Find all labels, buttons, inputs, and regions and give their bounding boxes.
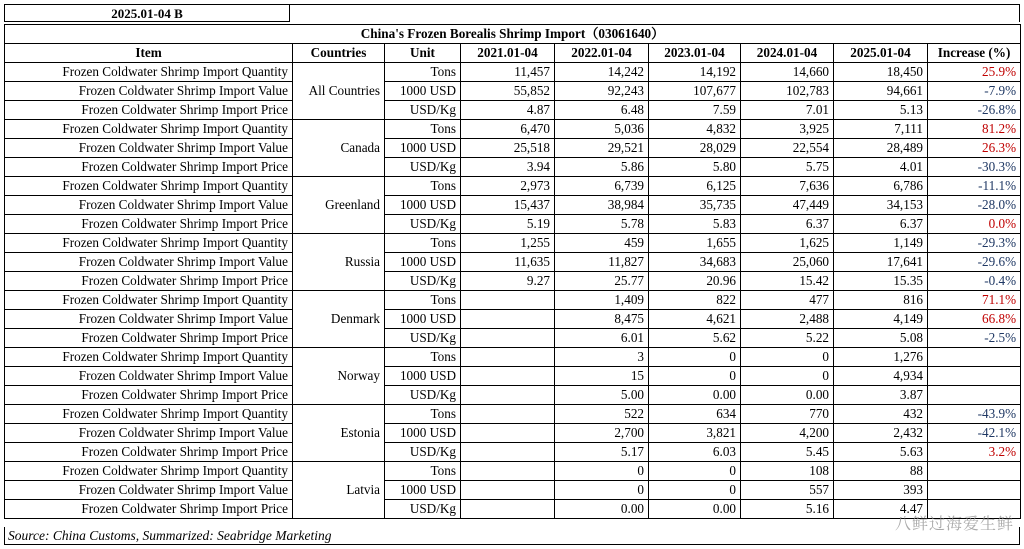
table-row	[5, 462, 1021, 481]
value-cell: 5.75	[741, 158, 834, 177]
value-cell: 6.03	[649, 443, 741, 462]
value-cell: 3,925	[741, 120, 834, 139]
increase-cell: 26.3%	[928, 139, 1021, 158]
value-cell: 38,984	[555, 196, 649, 215]
value-cell: 1,149	[834, 234, 928, 253]
value-cell: 5.63	[834, 443, 928, 462]
unit-label: 1000 USD	[385, 310, 461, 329]
value-cell	[461, 424, 555, 443]
table-row	[5, 405, 1021, 424]
increase-cell	[928, 462, 1021, 481]
value-cell: 11,827	[555, 253, 649, 272]
country-label: Latvia	[293, 462, 385, 519]
unit-label: 1000 USD	[385, 424, 461, 443]
value-cell: 770	[741, 405, 834, 424]
value-cell	[461, 462, 555, 481]
value-cell: 4,934	[834, 367, 928, 386]
value-cell: 14,660	[741, 63, 834, 82]
value-cell	[461, 367, 555, 386]
increase-cell: 71.1%	[928, 291, 1021, 310]
item-label: Frozen Coldwater Shrimp Import Quantity	[5, 462, 293, 481]
value-cell: 5.19	[461, 215, 555, 234]
date-tag: 2025.01-04 B	[4, 4, 290, 22]
value-cell: 8,475	[555, 310, 649, 329]
watermark: 八鲜过海爱生鲜	[894, 514, 1014, 533]
value-cell: 14,192	[649, 63, 741, 82]
unit-label: 1000 USD	[385, 82, 461, 101]
value-cell: 477	[741, 291, 834, 310]
value-cell: 5,036	[555, 120, 649, 139]
table-row	[5, 272, 1021, 291]
value-cell: 6.37	[741, 215, 834, 234]
item-label: Frozen Coldwater Shrimp Import Price	[5, 272, 293, 291]
header-spacer	[290, 4, 1020, 22]
table-title: China's Frozen Borealis Shrimp Import（03061640）	[5, 25, 1021, 44]
table-row	[5, 386, 1021, 405]
value-cell: 7.59	[649, 101, 741, 120]
unit-label: USD/Kg	[385, 329, 461, 348]
table-row	[5, 424, 1021, 443]
value-cell: 6,470	[461, 120, 555, 139]
value-cell: 1,625	[741, 234, 834, 253]
unit-label: USD/Kg	[385, 215, 461, 234]
country-label: Norway	[293, 348, 385, 405]
value-cell: 6,739	[555, 177, 649, 196]
value-cell: 25.77	[555, 272, 649, 291]
value-cell	[461, 291, 555, 310]
unit-label: USD/Kg	[385, 158, 461, 177]
value-cell: 5.83	[649, 215, 741, 234]
value-cell: 11,457	[461, 63, 555, 82]
item-label: Frozen Coldwater Shrimp Import Value	[5, 139, 293, 158]
value-cell: 3,821	[649, 424, 741, 443]
value-cell: 5.00	[555, 386, 649, 405]
value-cell: 18,450	[834, 63, 928, 82]
increase-cell: -30.3%	[928, 158, 1021, 177]
table-row	[5, 310, 1021, 329]
value-cell: 15,437	[461, 196, 555, 215]
item-label: Frozen Coldwater Shrimp Import Value	[5, 82, 293, 101]
item-label: Frozen Coldwater Shrimp Import Quantity	[5, 63, 293, 82]
item-label: Frozen Coldwater Shrimp Import Quantity	[5, 405, 293, 424]
value-cell: 1,655	[649, 234, 741, 253]
value-cell: 14,242	[555, 63, 649, 82]
value-cell: 11,635	[461, 253, 555, 272]
value-cell: 25,518	[461, 139, 555, 158]
col-header-2022: 2022.01-04	[555, 44, 649, 63]
increase-cell: -2.5%	[928, 329, 1021, 348]
value-cell: 92,243	[555, 82, 649, 101]
increase-cell: 66.8%	[928, 310, 1021, 329]
unit-label: USD/Kg	[385, 443, 461, 462]
item-label: Frozen Coldwater Shrimp Import Quantity	[5, 348, 293, 367]
value-cell: 5.08	[834, 329, 928, 348]
table-row	[5, 158, 1021, 177]
value-cell: 2,432	[834, 424, 928, 443]
item-label: Frozen Coldwater Shrimp Import Price	[5, 215, 293, 234]
value-cell	[461, 348, 555, 367]
value-cell	[461, 443, 555, 462]
value-cell: 2,973	[461, 177, 555, 196]
value-cell: 3	[555, 348, 649, 367]
source-note: Source: China Customs, Summarized: Seabridge Marketing	[4, 527, 1020, 545]
increase-cell	[928, 481, 1021, 500]
value-cell: 28,029	[649, 139, 741, 158]
unit-label: Tons	[385, 234, 461, 253]
value-cell: 3.94	[461, 158, 555, 177]
item-label: Frozen Coldwater Shrimp Import Value	[5, 424, 293, 443]
value-cell: 88	[834, 462, 928, 481]
table-body	[5, 63, 1021, 519]
increase-cell	[928, 367, 1021, 386]
unit-label: Tons	[385, 462, 461, 481]
value-cell	[461, 386, 555, 405]
item-label: Frozen Coldwater Shrimp Import Value	[5, 367, 293, 386]
value-cell: 6.01	[555, 329, 649, 348]
value-cell: 0	[555, 481, 649, 500]
value-cell: 47,449	[741, 196, 834, 215]
value-cell: 6.48	[555, 101, 649, 120]
value-cell	[461, 405, 555, 424]
unit-label: USD/Kg	[385, 272, 461, 291]
unit-label: Tons	[385, 63, 461, 82]
value-cell: 15.35	[834, 272, 928, 291]
col-header-2021: 2021.01-04	[461, 44, 555, 63]
item-label: Frozen Coldwater Shrimp Import Price	[5, 443, 293, 462]
value-cell: 7,111	[834, 120, 928, 139]
value-cell: 34,153	[834, 196, 928, 215]
table-row	[5, 63, 1021, 82]
value-cell: 0	[741, 348, 834, 367]
item-label: Frozen Coldwater Shrimp Import Value	[5, 481, 293, 500]
table-row	[5, 177, 1021, 196]
item-label: Frozen Coldwater Shrimp Import Price	[5, 386, 293, 405]
table-row	[5, 101, 1021, 120]
increase-cell: -43.9%	[928, 405, 1021, 424]
increase-cell: 25.9%	[928, 63, 1021, 82]
value-cell: 4,200	[741, 424, 834, 443]
table-row	[5, 234, 1021, 253]
value-cell: 5.13	[834, 101, 928, 120]
value-cell: 816	[834, 291, 928, 310]
value-cell: 5.62	[649, 329, 741, 348]
value-cell: 4,621	[649, 310, 741, 329]
value-cell: 29,521	[555, 139, 649, 158]
item-label: Frozen Coldwater Shrimp Import Quantity	[5, 120, 293, 139]
value-cell: 28,489	[834, 139, 928, 158]
value-cell: 4.87	[461, 101, 555, 120]
value-cell: 0.00	[649, 500, 741, 519]
unit-label: 1000 USD	[385, 253, 461, 272]
value-cell: 0	[649, 348, 741, 367]
value-cell	[461, 329, 555, 348]
increase-cell: -7.9%	[928, 82, 1021, 101]
unit-label: Tons	[385, 177, 461, 196]
value-cell: 15	[555, 367, 649, 386]
unit-label: Tons	[385, 405, 461, 424]
value-cell: 9.27	[461, 272, 555, 291]
table-row	[5, 215, 1021, 234]
unit-label: 1000 USD	[385, 139, 461, 158]
value-cell: 1,255	[461, 234, 555, 253]
table-row	[5, 367, 1021, 386]
country-label: Russia	[293, 234, 385, 291]
value-cell: 5.78	[555, 215, 649, 234]
item-label: Frozen Coldwater Shrimp Import Quantity	[5, 234, 293, 253]
increase-cell: -28.0%	[928, 196, 1021, 215]
value-cell: 0	[555, 462, 649, 481]
increase-cell: -11.1%	[928, 177, 1021, 196]
value-cell: 5.86	[555, 158, 649, 177]
value-cell: 4.01	[834, 158, 928, 177]
value-cell	[461, 481, 555, 500]
value-cell: 5.16	[741, 500, 834, 519]
value-cell: 6,786	[834, 177, 928, 196]
country-label: Greenland	[293, 177, 385, 234]
value-cell: 0.00	[741, 386, 834, 405]
value-cell: 22,554	[741, 139, 834, 158]
unit-label: USD/Kg	[385, 386, 461, 405]
value-cell: 634	[649, 405, 741, 424]
value-cell: 5.80	[649, 158, 741, 177]
item-label: Frozen Coldwater Shrimp Import Value	[5, 253, 293, 272]
col-header-unit: Unit	[385, 44, 461, 63]
value-cell	[461, 310, 555, 329]
table-row	[5, 481, 1021, 500]
unit-label: USD/Kg	[385, 500, 461, 519]
country-label: All Countries	[293, 63, 385, 120]
value-cell: 4,149	[834, 310, 928, 329]
value-cell: 5.22	[741, 329, 834, 348]
item-label: Frozen Coldwater Shrimp Import Value	[5, 196, 293, 215]
value-cell: 94,661	[834, 82, 928, 101]
unit-label: 1000 USD	[385, 481, 461, 500]
value-cell: 5.45	[741, 443, 834, 462]
value-cell: 0	[649, 462, 741, 481]
value-cell: 393	[834, 481, 928, 500]
value-cell: 102,783	[741, 82, 834, 101]
value-cell: 1,276	[834, 348, 928, 367]
unit-label: Tons	[385, 120, 461, 139]
item-label: Frozen Coldwater Shrimp Import Quantity	[5, 291, 293, 310]
value-cell: 17,641	[834, 253, 928, 272]
increase-cell	[928, 348, 1021, 367]
increase-cell: 81.2%	[928, 120, 1021, 139]
increase-cell	[928, 386, 1021, 405]
value-cell: 7.01	[741, 101, 834, 120]
item-label: Frozen Coldwater Shrimp Import Value	[5, 310, 293, 329]
table-row	[5, 500, 1021, 519]
country-label: Estonia	[293, 405, 385, 462]
value-cell: 459	[555, 234, 649, 253]
table-row	[5, 120, 1021, 139]
value-cell: 34,683	[649, 253, 741, 272]
unit-label: USD/Kg	[385, 101, 461, 120]
value-cell: 25,060	[741, 253, 834, 272]
value-cell: 55,852	[461, 82, 555, 101]
value-cell: 0	[649, 367, 741, 386]
unit-label: Tons	[385, 348, 461, 367]
value-cell: 6.37	[834, 215, 928, 234]
value-cell: 0	[649, 481, 741, 500]
value-cell: 6,125	[649, 177, 741, 196]
value-cell: 4.47	[834, 500, 928, 519]
value-cell: 107,677	[649, 82, 741, 101]
column-header-row	[5, 44, 1021, 63]
col-header-countries: Countries	[293, 44, 385, 63]
col-header-2025: 2025.01-04	[834, 44, 928, 63]
value-cell: 432	[834, 405, 928, 424]
increase-cell: 0.0%	[928, 215, 1021, 234]
table-row	[5, 253, 1021, 272]
increase-cell: -26.8%	[928, 101, 1021, 120]
unit-label: 1000 USD	[385, 196, 461, 215]
unit-label: 1000 USD	[385, 367, 461, 386]
value-cell: 4,832	[649, 120, 741, 139]
value-cell: 522	[555, 405, 649, 424]
value-cell: 1,409	[555, 291, 649, 310]
value-cell: 822	[649, 291, 741, 310]
table-row	[5, 82, 1021, 101]
increase-cell: 3.2%	[928, 443, 1021, 462]
table-row	[5, 329, 1021, 348]
item-label: Frozen Coldwater Shrimp Import Price	[5, 158, 293, 177]
value-cell: 35,735	[649, 196, 741, 215]
item-label: Frozen Coldwater Shrimp Import Price	[5, 500, 293, 519]
value-cell: 3.87	[834, 386, 928, 405]
increase-cell: -42.1%	[928, 424, 1021, 443]
col-header-2024: 2024.01-04	[741, 44, 834, 63]
value-cell: 0	[741, 367, 834, 386]
shrimp-import-table	[4, 24, 1021, 519]
table-row	[5, 196, 1021, 215]
col-header-item: Item	[5, 44, 293, 63]
value-cell: 20.96	[649, 272, 741, 291]
item-label: Frozen Coldwater Shrimp Import Price	[5, 101, 293, 120]
table-row	[5, 139, 1021, 158]
value-cell: 7,636	[741, 177, 834, 196]
increase-cell: -29.6%	[928, 253, 1021, 272]
item-label: Frozen Coldwater Shrimp Import Quantity	[5, 177, 293, 196]
value-cell: 5.17	[555, 443, 649, 462]
col-header-2023: 2023.01-04	[649, 44, 741, 63]
increase-cell: -29.3%	[928, 234, 1021, 253]
value-cell: 15.42	[741, 272, 834, 291]
value-cell: 2,488	[741, 310, 834, 329]
value-cell: 0.00	[555, 500, 649, 519]
value-cell: 2,700	[555, 424, 649, 443]
country-label: Denmark	[293, 291, 385, 348]
country-label: Canada	[293, 120, 385, 177]
increase-cell: -0.4%	[928, 272, 1021, 291]
col-header-increase: Increase (%)	[928, 44, 1021, 63]
value-cell: 0.00	[649, 386, 741, 405]
value-cell	[461, 500, 555, 519]
value-cell: 108	[741, 462, 834, 481]
value-cell: 557	[741, 481, 834, 500]
table-row	[5, 443, 1021, 462]
table-row	[5, 291, 1021, 310]
unit-label: Tons	[385, 291, 461, 310]
item-label: Frozen Coldwater Shrimp Import Price	[5, 329, 293, 348]
table-row	[5, 348, 1021, 367]
